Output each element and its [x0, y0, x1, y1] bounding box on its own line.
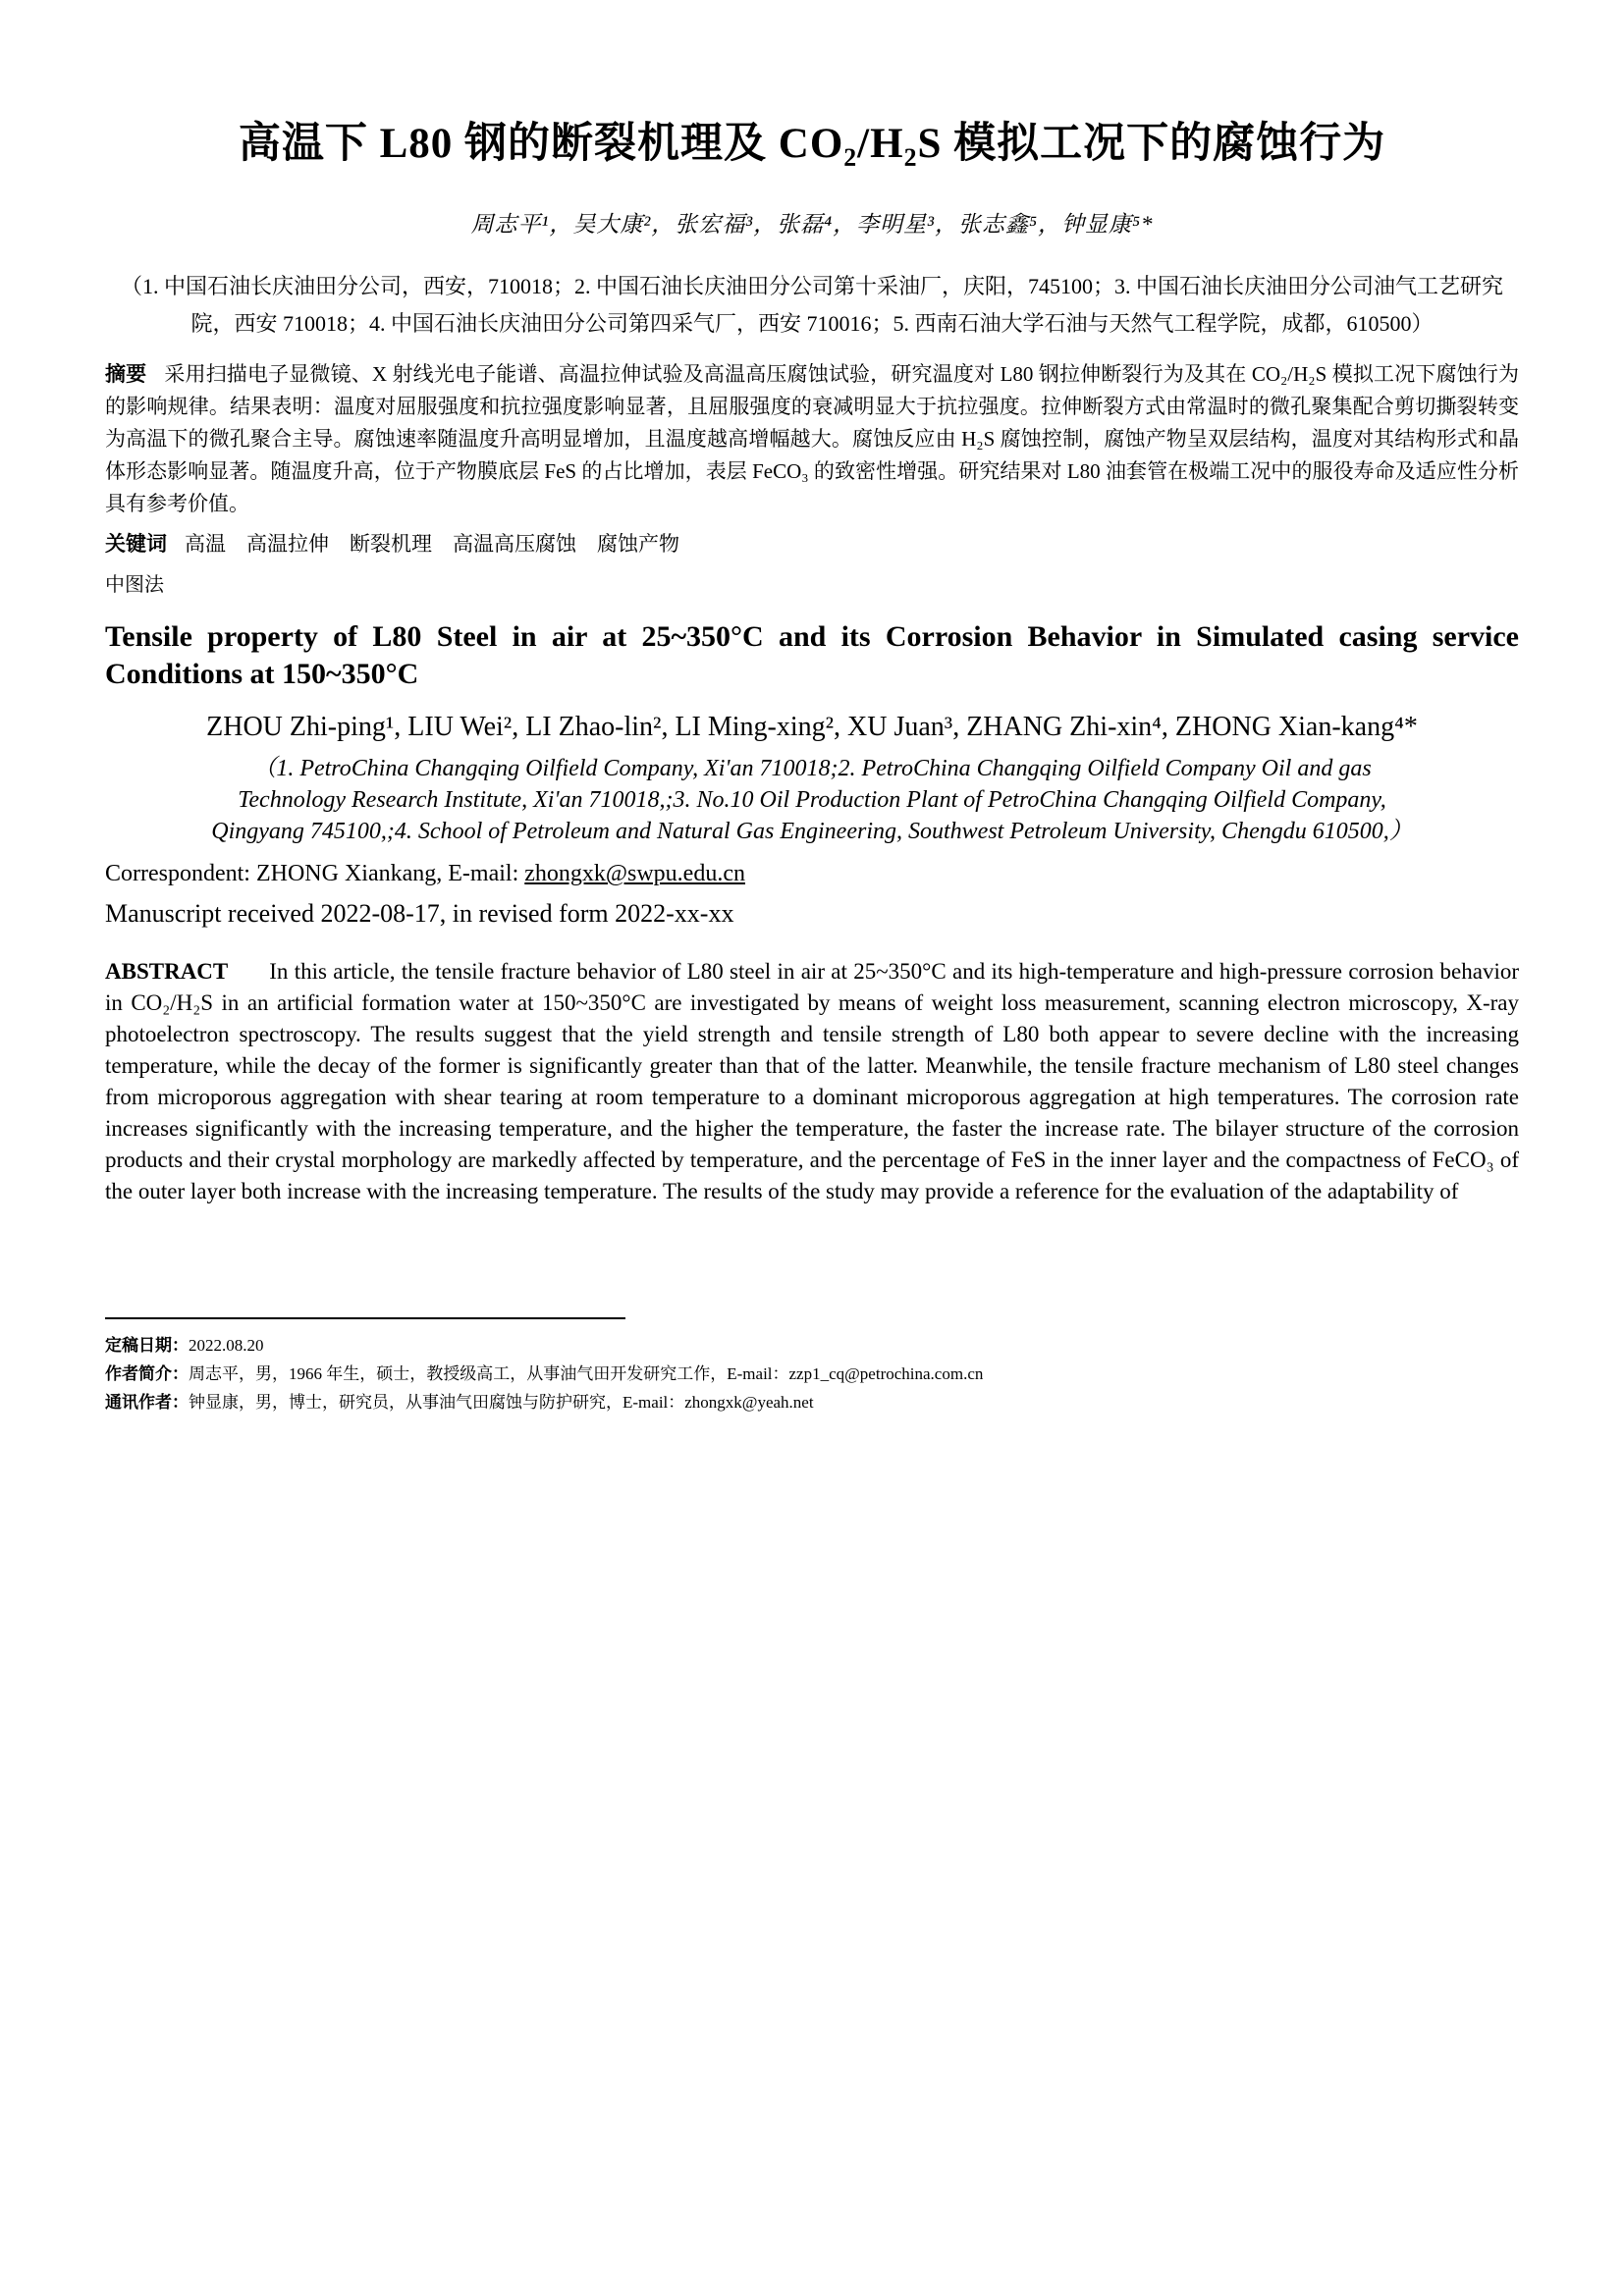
correspondent-text: Correspondent: ZHONG Xiankang, E-mail:	[105, 861, 525, 887]
paper-title-en: Tensile property of L80 Steel in air at 25~350°C and its Corrosion Behavior in Simulated casing service Conditions at 150~350°C	[105, 619, 1519, 691]
paper-title-cn: 高温下 L80 钢的断裂机理及 CO₂/H₂S 模拟工况下的腐蚀行为	[238, 121, 1386, 167]
footnote-corresponding-author-line	[105, 1388, 1519, 1416]
footnote-author-bio-line	[105, 1360, 1519, 1388]
footnote-corresponding-author-label: 通讯作者：	[105, 1393, 189, 1412]
footnote-corresponding-author-value: 钟显康，男，博士，研究员，从事油气田腐蚀与防护研究，E-mail：zhongxk@yeah.net	[189, 1393, 814, 1412]
authors-en: ZHOU Zhi-ping¹, LIU Wei², LI Zhao-lin², LI Ming-xing², XU Juan³, ZHANG Zhi-xin⁴, ZHONG Xian-kang⁴*	[206, 712, 1418, 743]
footnote-separator-rule	[105, 1317, 625, 1319]
keywords-cn-text: 高温 高温拉伸 断裂机理 高温高压腐蚀 腐蚀产物	[185, 531, 679, 556]
correspondent-email-link[interactable]: zhongxk@swpu.edu.cn	[524, 861, 745, 887]
abstract-cn-label: 摘要	[105, 362, 147, 386]
affiliations-en: （1. PetroChina Changqing Oilfield Company, Xi'an 710018;2. PetroChina Changqing Oilfield Company Oil and gas Technology Research Institute, Xi'an 710018,;3. No.10 Oil Production Plant of PetroChina Changqing Oilfield Company, Qingyang 745100,;4. School of Petroleum and Natural Gas Engineering, Southwest Petroleum University, Chengdu 610500,）	[211, 756, 1413, 844]
footnote-block	[105, 1317, 1519, 1416]
abstract-en-text: In this article, the tensile fracture behavior of L80 steel in air at 25~350°C and its high-temperature and high-pressure corrosion behavior in CO₂/H₂S in an artificial formation water at 150~350°C are investigated by means of weight loss measurement, scanning electron microscopy, X-ray photoelectron spectroscopy. The results suggest that the yield strength and tensile strength of L80 both appear to severe decline with the increasing temperature, while the decay of the former is significantly greater than that of the latter. Meanwhile, the tensile fracture mechanism of L80 steel changes from microporous aggregation with shear tearing at room temperature to a dominant microporous aggregation at high temperatures. The corrosion rate increases significantly with the increasing temperature, and the higher the temperature, the faster the increase rate. The bilayer structure of the corrosion products and their crystal morphology are markedly affected by temperature, and the percentage of FeS in the inner layer and the compactness of FeCO₃ of the outer layer both increase with the increasing temperature. The results of the study may provide a reference for the evaluation of the adaptability of	[105, 959, 1519, 1204]
footnote-author-bio-value: 周志平，男，1966 年生，硕士，教授级高工，从事油气田开发研究工作，E-mail：zzp1_cq@petrochina.com.cn	[189, 1364, 984, 1383]
keywords-cn-label: 关键词	[105, 532, 167, 556]
manuscript-received-line: Manuscript received 2022-08-17, in revised form 2022-xx-xx	[105, 899, 734, 929]
abstract-cn-text: 采用扫描电子显微镜、X 射线光电子能谱、高温拉伸试验及高温高压腐蚀试验，研究温度对 L80 钢拉伸断裂行为及其在 CO₂/H₂S 模拟工况下腐蚀行为的影响规律。结果表明：温度对屈服强度和抗拉强度影响显著，且屈服强度的衰减明显大于抗拉强度。拉伸断裂方式由常温时的微孔聚集配合剪切撕裂转变为高温下的微孔聚合主导。腐蚀速率随温度升高明显增加，且温度越高增幅越大。腐蚀反应由 H₂S 腐蚀控制，腐蚀产物呈双层结构，温度对其结构形式和晶体形态影响显著。随温度升高，位于产物膜底层 FeS 的占比增加，表层 FeCO₃ 的致密性增强。研究结果对 L80 油套管在极端工况中的服役寿命及适应性分析具有参考价值。	[105, 361, 1520, 515]
footnote-date-label: 定稿日期：	[105, 1336, 189, 1355]
abstract-cn	[105, 358, 1519, 520]
abstract-en-label: ABSTRACT	[105, 959, 229, 985]
authors-cn: 周志平¹，吴大康²，张宏福³，张磊⁴，李明星³，张志鑫⁵，钟显康⁵*	[470, 211, 1154, 237]
footnote-date-line	[105, 1331, 1519, 1360]
clc-label: 中图法	[105, 573, 164, 596]
footnote-date-value: 2022.08.20	[189, 1336, 264, 1355]
footnote-author-bio-label: 作者简介：	[105, 1364, 189, 1383]
abstract-en	[105, 956, 1519, 1207]
affiliations-cn: （1. 中国石油长庆油田分公司，西安，710018；2. 中国石油长庆油田分公司第十采油厂，庆阳，745100；3. 中国石油长庆油田分公司油气工艺研究院，西安 710018；4. 中国石油长庆油田分公司第四采气厂，西安 710016；5. 西南石油大学石油与天然气工程学院，成都，610500）	[120, 273, 1503, 336]
keywords-cn	[105, 528, 1519, 561]
correspondent-line	[105, 861, 1519, 887]
